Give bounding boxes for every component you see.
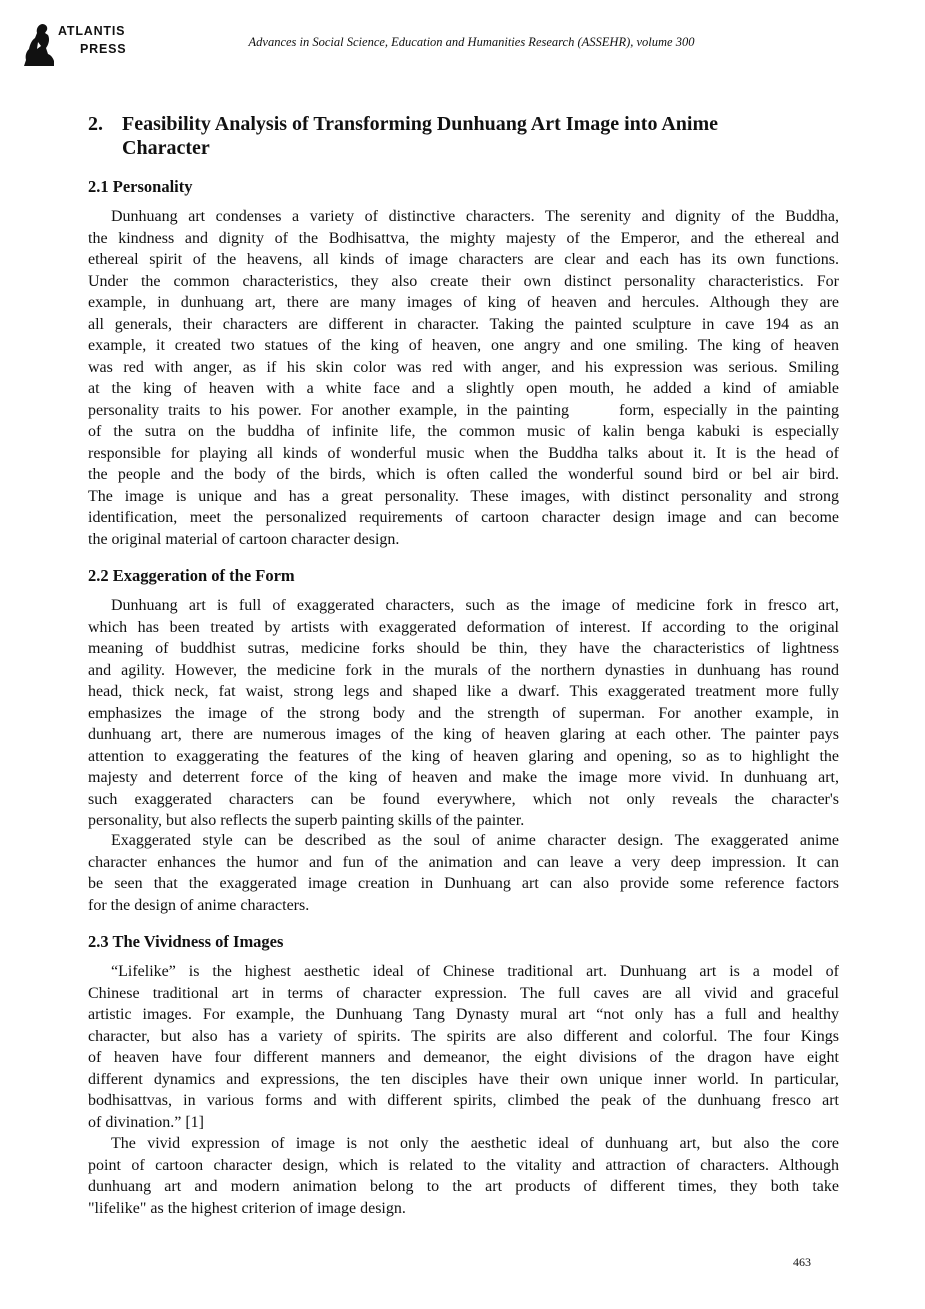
- text-line: artistic images. For example, the Dunhuang Tang Dynasty mural art “not only has a full and healthy: [88, 1006, 839, 1023]
- text-line: at the king of heaven with a white face and a slightly open mouth, he added a kind of amiable: [88, 380, 839, 397]
- text-line: character, but also has a variety of spirits. The spirits are also different and colorful. The four Kings: [88, 1027, 839, 1045]
- text-line: different dynamics and expressions, the ten disciples have their own unique inner world. In particular,: [88, 1070, 839, 1088]
- text-line: dunhuang art, there are numerous images of the king of heaven glaring at each other. The painter pays: [88, 726, 839, 743]
- paragraph: [88, 830, 839, 916]
- text-line: point of cartoon character design, which is related to the vitality and attraction of characters. Although: [88, 1156, 839, 1174]
- logo-text-atlantis: ATLANTIS: [58, 24, 126, 38]
- paragraph: [88, 1133, 839, 1219]
- text-line: The image is unique and has a great personality. These images, with distinct personality and strong: [88, 487, 839, 505]
- text-line: which has been treated by artists with exaggerated deformation of interest. If according to the original: [88, 618, 839, 636]
- text-line: example, in dunhuang art, there are many images of king of heaven and hercules. Although they are: [88, 294, 839, 311]
- section-title-line: Feasibility Analysis of Transforming Dunhuang Art Image into Anime: [122, 113, 718, 135]
- text-line: Dunhuang art is full of exaggerated characters, such as the image of medicine fork in fresco art,: [111, 597, 839, 614]
- text-line: be seen that the exaggerated image creation in Dunhuang art can also provide some reference factors: [88, 875, 839, 892]
- text-line: character enhances the humor and fun of the animation and can leave a very deep impression. It can: [88, 853, 839, 871]
- text-line: emphasizes the image of the strong body and the strength of superman. For another example, in: [88, 704, 839, 722]
- text-line: the kindness and dignity of the Bodhisattva, the mighty majesty of the Emperor, and the ethereal and: [88, 229, 839, 247]
- text-line: "lifelike" as the highest criterion of image design.: [88, 1199, 406, 1217]
- page-number: 463: [793, 1255, 811, 1269]
- text-line: ethereal spirit of the heavens, all kinds of image characters are clear and each has its own functions.: [88, 251, 839, 268]
- logo-text-press: PRESS: [80, 42, 127, 56]
- section-title-line: Character: [122, 137, 210, 159]
- section-number: 2.: [88, 113, 103, 135]
- text-line: Dunhuang art condenses a variety of distinctive characters. The serenity and dignity of the Buddha,: [111, 208, 839, 225]
- text-line: Chinese traditional art in terms of character expression. The full caves are all vivid and graceful: [88, 984, 839, 1002]
- text-line: majesty and deterrent force of the king of heaven and make the image more vivid. In dunhuang art,: [88, 769, 839, 786]
- subsection-heading: 2.3 The Vividness of Images: [88, 932, 284, 951]
- text-line: identification, meet the personalized requirements of cartoon character design image and can become: [88, 509, 839, 526]
- text-line: dunhuang art and modern animation belong to the art products of different times, they both take: [88, 1178, 839, 1195]
- text-line: all generals, their characters are different in character. Taking the painted sculpture in cave 194 as an: [88, 315, 839, 333]
- text-line: of heaven have four different manners and demeanor, the eight divisions of the dragon have eight: [88, 1049, 839, 1066]
- text-line: example, it created two statues of the king of heaven, one angry and one smiling. The king of heaven: [88, 337, 839, 354]
- text-line: bodhisattvas, in various forms and with different spirits, climbed the peak of the dunhuang fresco art: [88, 1092, 839, 1109]
- running-header: Advances in Social Science, Education and Humanities Research (ASSEHR), volume 300: [248, 35, 695, 49]
- text-line: such exaggerated characters can be found everywhere, which not only reveals the character's: [88, 790, 839, 808]
- text-line: attention to exaggerating the features of the king of heaven glaring and opening, so as to highlight the: [88, 747, 839, 765]
- text-line: head, thick neck, fat waist, strong legs and shaped like a dwarf. This exaggerated treatment more fully: [88, 683, 839, 700]
- text-line: responsible for playing all kinds of wonderful music when the Buddha talks about it. It is the head of: [88, 444, 839, 462]
- text-line: for the design of anime characters.: [88, 896, 310, 914]
- text-line: The vivid expression of image is not only the aesthetic ideal of dunhuang art, but also the core: [111, 1135, 839, 1152]
- text-line: the people and the body of the birds, which is often called the wonderful sound bird or bel air bird.: [88, 466, 839, 483]
- subsection-heading: 2.1 Personality: [88, 177, 193, 196]
- text-line: personality traits to his power. For another example, in the painting form, especially in the painting: [88, 401, 839, 419]
- text-line: the original material of cartoon character design.: [88, 530, 400, 548]
- subsection-heading: 2.2 Exaggeration of the Form: [88, 566, 295, 585]
- text-line: was red with anger, as if his skin color was red with anger, and his expression was serious. Smiling: [88, 358, 839, 376]
- text-line: “Lifelike” is the highest aesthetic ideal of Chinese traditional art. Dunhuang art is a model of: [111, 963, 839, 980]
- section-title: [122, 112, 822, 160]
- paragraph: [88, 961, 839, 1133]
- text-line: personality, but also reflects the superb painting skills of the painter.: [88, 812, 525, 829]
- text-line: Under the common characteristics, they also create their own distinct personality characteristics. For: [88, 272, 839, 290]
- text-line: and agility. However, the medicine fork in the murals of the northern dynasties in dunhuang has round: [88, 661, 839, 679]
- paragraph: [88, 595, 839, 832]
- paragraph: [88, 206, 839, 550]
- text-line: of divination.” [1]: [88, 1113, 204, 1131]
- text-line: of the sutra on the buddha of infinite life, the common music of kalin benga kabuki is especially: [88, 423, 839, 440]
- text-line: Exaggerated style can be described as the soul of anime character design. The exaggerated anime: [111, 832, 839, 849]
- text-line: meaning of buddhist sutras, medicine forks should be thin, they have the characteristics of lightness: [88, 640, 839, 657]
